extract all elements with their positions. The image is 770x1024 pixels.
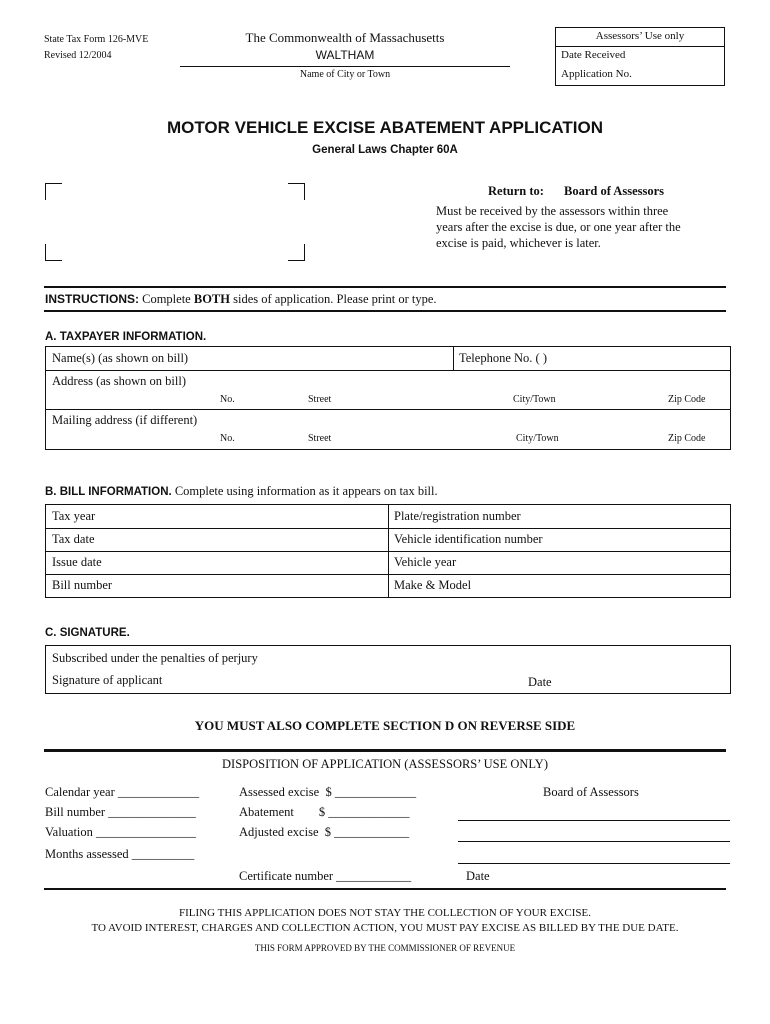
return-note-line3: excise is paid, whichever is later. bbox=[436, 236, 601, 250]
mailing-zip-label: Zip Code bbox=[668, 433, 706, 444]
section-b-heading: B. BILL INFORMATION. bbox=[45, 486, 172, 498]
section-b-heading-row bbox=[45, 484, 438, 499]
address-no-label: No. bbox=[220, 394, 235, 405]
taxpayer-row-divider-1 bbox=[46, 370, 730, 371]
mailing-city-label: City/Town bbox=[516, 433, 559, 444]
assessed-excise-field[interactable]: Assessed excise $ _____________ bbox=[239, 785, 417, 799]
adjusted-excise-field[interactable]: Adjusted excise $ ____________ bbox=[239, 825, 410, 839]
city-name: WALTHAM bbox=[315, 48, 375, 62]
signature-date-field[interactable]: Date bbox=[528, 675, 552, 689]
make-model-field[interactable]: Make & Model bbox=[394, 578, 472, 592]
return-to-label: Return to: bbox=[488, 184, 544, 198]
address-street-label: Street bbox=[308, 394, 332, 405]
commonwealth-title: The Commonwealth of Massachusetts bbox=[245, 30, 445, 45]
bill-number-field[interactable]: Bill number bbox=[52, 578, 113, 592]
disposition-bottom-rule bbox=[44, 888, 726, 890]
board-of-assessors-label: Board of Assessors bbox=[543, 785, 639, 799]
signature-field[interactable]: Signature of applicant bbox=[52, 673, 163, 687]
issue-date-field[interactable]: Issue date bbox=[52, 555, 102, 569]
mailing-no-label: No. bbox=[220, 433, 235, 444]
address-city-label: City/Town bbox=[513, 394, 556, 405]
tax-date-field[interactable]: Tax date bbox=[52, 532, 95, 546]
mailing-street-label: Street bbox=[308, 433, 332, 444]
months-assessed-field[interactable]: Months assessed __________ bbox=[45, 847, 195, 861]
calendar-year-field[interactable]: Calendar year _____________ bbox=[45, 785, 200, 799]
revised-date: Revised 12/2004 bbox=[44, 50, 112, 61]
assessors-use-title: Assessors’ Use only bbox=[595, 30, 685, 42]
instructions-label: INSTRUCTIONS: bbox=[45, 292, 139, 306]
address-field[interactable]: Address (as shown on bill) bbox=[52, 374, 187, 388]
bill-row-divider-2 bbox=[46, 551, 730, 552]
footer-line1: FILING THIS APPLICATION DOES NOT STAY THE COLLECTION OF YOUR EXCISE. bbox=[179, 907, 591, 919]
return-note-line2: years after the excise is due, or one year after the bbox=[436, 220, 681, 234]
footer-line3: THIS FORM APPROVED BY THE COMMISSIONER OF REVENUE bbox=[254, 943, 516, 953]
address-window-corner-bl bbox=[45, 244, 62, 261]
address-zip-label: Zip Code bbox=[668, 394, 706, 405]
section-c-heading: C. SIGNATURE. bbox=[45, 627, 130, 639]
mailing-address-field[interactable]: Mailing address (if different) bbox=[52, 413, 198, 427]
perjury-statement: Subscribed under the penalties of perjury bbox=[52, 651, 258, 665]
valuation-field[interactable]: Valuation ________________ bbox=[45, 825, 197, 839]
telephone-field[interactable]: Telephone No. ( ) bbox=[459, 351, 547, 365]
bill-row-divider-1 bbox=[46, 528, 730, 529]
abatement-field[interactable]: Abatement $ _____________ bbox=[239, 805, 410, 819]
vehicle-year-field[interactable]: Vehicle year bbox=[394, 555, 457, 569]
disposition-top-rule bbox=[44, 749, 726, 752]
vin-field[interactable]: Vehicle identification number bbox=[394, 532, 543, 546]
instructions-top-rule bbox=[44, 286, 726, 288]
instructions-both: BOTH bbox=[193, 292, 230, 306]
city-underline bbox=[180, 66, 510, 67]
names-field[interactable]: Name(s) (as shown on bill) bbox=[52, 351, 189, 365]
disposition-bill-number-field[interactable]: Bill number ______________ bbox=[45, 805, 196, 819]
taxpayer-info-table bbox=[45, 346, 731, 450]
date-received-label: Date Received bbox=[561, 49, 626, 61]
certificate-number-field[interactable]: Certificate number ____________ bbox=[239, 869, 412, 883]
return-note-line1: Must be received by the assessors within three bbox=[436, 204, 669, 218]
instructions bbox=[45, 292, 437, 307]
bill-row-divider-3 bbox=[46, 574, 730, 575]
address-window-corner-br bbox=[288, 244, 305, 261]
city-caption: Name of City or Town bbox=[299, 69, 391, 80]
footer-line2: TO AVOID INTEREST, CHARGES AND COLLECTION ACTION, YOU MUST PAY EXCISE AS BILLED BY THE DUE DATE. bbox=[91, 922, 679, 934]
section-b-note: Complete using information as it appears on tax bill. bbox=[174, 484, 438, 498]
assessor-signature-line-1[interactable] bbox=[458, 820, 730, 821]
assessor-signature-line-3[interactable] bbox=[458, 863, 730, 864]
taxpayer-row-divider-2 bbox=[46, 409, 730, 410]
form-number: State Tax Form 126-MVE bbox=[44, 34, 149, 45]
tax-year-field[interactable]: Tax year bbox=[52, 509, 96, 523]
instructions-bottom-rule bbox=[44, 310, 726, 312]
reverse-side-notice: YOU MUST ALSO COMPLETE SECTION D ON REVERSE SIDE bbox=[194, 718, 576, 733]
section-a-heading: A. TAXPAYER INFORMATION. bbox=[45, 331, 207, 343]
disposition-date-field[interactable]: Date bbox=[466, 869, 490, 883]
assessors-use-box bbox=[555, 27, 725, 86]
return-to-value: Board of Assessors bbox=[564, 184, 665, 198]
address-window-corner-tr bbox=[288, 183, 305, 200]
disposition-title: DISPOSITION OF APPLICATION (ASSESSORS’ USE ONLY) bbox=[222, 757, 548, 771]
plate-number-field[interactable]: Plate/registration number bbox=[394, 509, 521, 523]
assessor-signature-line-2[interactable] bbox=[458, 841, 730, 842]
bill-info-table bbox=[45, 504, 731, 598]
form-subtitle: General Laws Chapter 60A bbox=[312, 144, 458, 156]
address-window-corner-tl bbox=[45, 183, 62, 200]
instructions-text-c: sides of application. Please print or type. bbox=[233, 292, 437, 306]
assessors-box-divider bbox=[556, 46, 724, 47]
telephone-divider bbox=[453, 347, 454, 370]
instructions-text-a: Complete bbox=[142, 292, 191, 306]
form-title: MOTOR VEHICLE EXCISE ABATEMENT APPLICATION bbox=[166, 118, 604, 137]
application-no-label: Application No. bbox=[561, 68, 632, 80]
signature-box[interactable] bbox=[45, 645, 731, 694]
